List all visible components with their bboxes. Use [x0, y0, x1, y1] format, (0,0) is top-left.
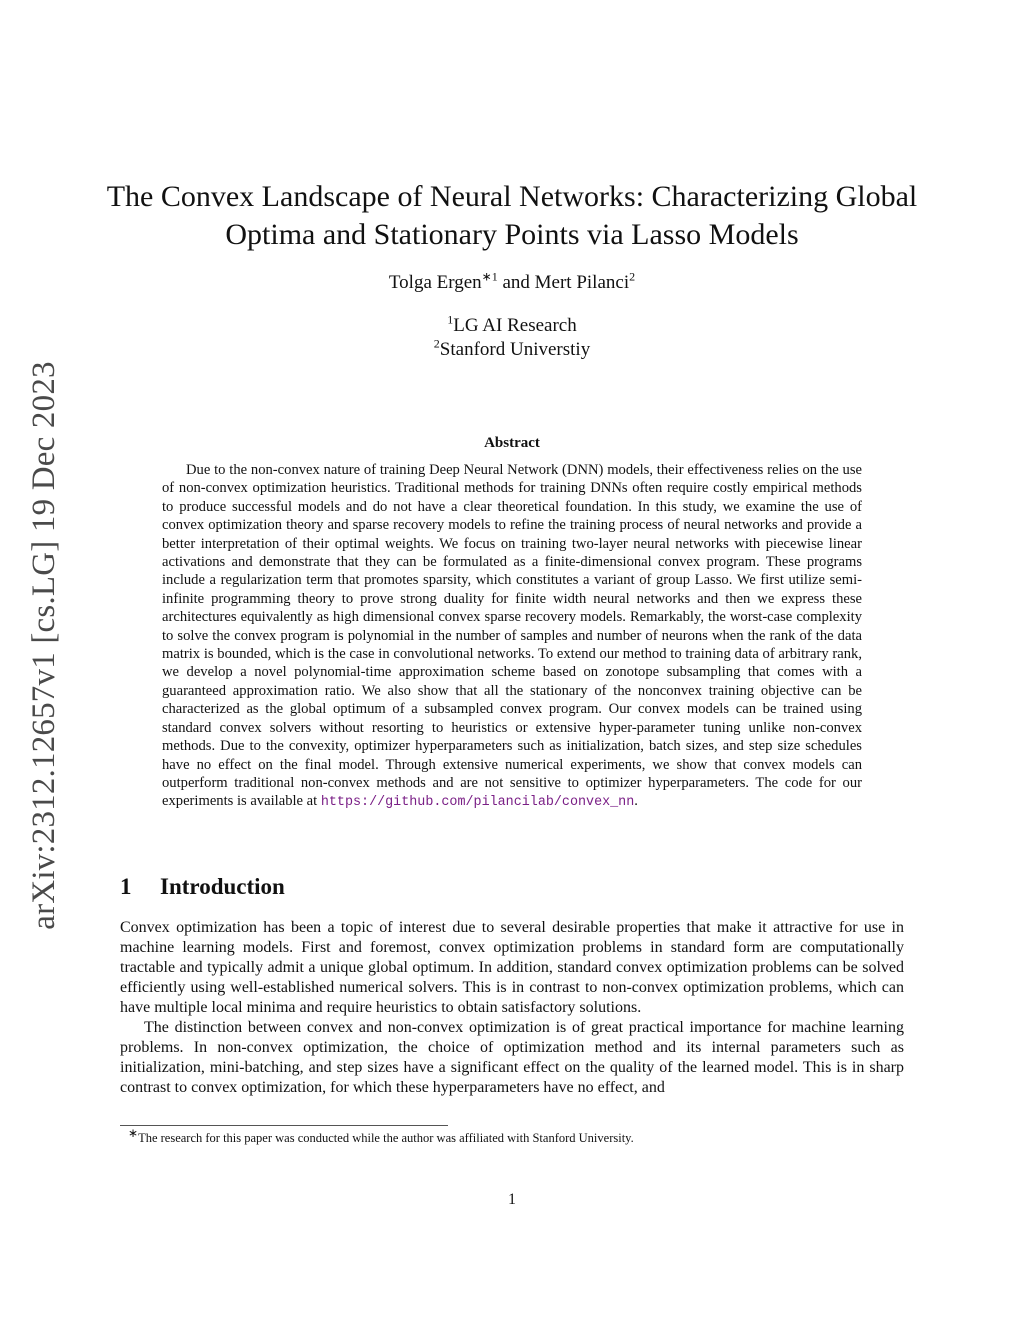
page-number: 1 [508, 1191, 516, 1208]
code-repository-link[interactable]: https://github.com/pilancilab/convex_nn [320, 795, 635, 811]
author-marks-1: ∗1 [481, 269, 498, 284]
affiliation-1-mark: 1 [447, 312, 454, 327]
paper-title [100, 178, 924, 254]
introduction-body [120, 918, 904, 1098]
abstract-end: . [634, 793, 638, 810]
author-marks-2: 2 [629, 269, 636, 284]
author-list [100, 269, 924, 294]
paragraph-2: The distinction between convex and non-convex optimization is of great practical importance for machine learning problems. In non-convex optimization, the choice of optimization method and its internal parameters such as initialization, mini-batching, and step sizes have a significant effect on the quality of the learned model. This is in sharp contrast to convex optimization, for which these hyperparameters have no effect, and [120, 1019, 904, 1096]
footnote-mark: ∗ [128, 1125, 139, 1140]
footnote-divider [120, 1125, 448, 1126]
arxiv-identifier: arXiv:2312.12657v1 [cs.LG] 19 Dec 2023 [25, 360, 62, 930]
arxiv-sidebar-stamp [18, 345, 70, 945]
author-conjunction: and [497, 272, 535, 293]
affiliation-2 [100, 338, 924, 362]
author-name-2: Mert Pilanci [534, 272, 630, 293]
paragraph-1: Convex optimization has been a topic of interest due to several desirable properties that make it attractive for use in machine learning models. First and foremost, convex optimization problems in standard form are computationally tractable and typically admit a unique global optimum. In addition, standard convex optimization problems can be solved efficiently using well-established numerical solvers. This is in contrast to non-convex optimization problems, which can have multiple local minima and require heuristics to obtain satisfactory solutions. [120, 919, 904, 1016]
affiliation-1 [100, 314, 924, 338]
footnote-text: The research for this paper was conducted while the author was affiliated with Stanford University. [138, 1131, 634, 1145]
affiliation-2-mark: 2 [433, 336, 440, 351]
affiliation-list [100, 314, 924, 362]
section-number: 1 [120, 874, 132, 899]
section-title: Introduction [160, 874, 285, 899]
paper-title-line-1: The Convex Landscape of Neural Networks: Characterizing Global [106, 180, 918, 213]
section-heading-introduction [120, 874, 285, 900]
footnote [128, 1125, 904, 1146]
abstract-text: Due to the non-convex nature of training Deep Neural Network (DNN) models, their effectiveness relies on the use of non-convex optimization heuristics. Traditional methods for training DNNs often require costly empirical methods to produce successful models and do not have a clear theoretical foundation. In this study, we examine the use of convex optimization theory and sparse recovery models to refine the training process of neural networks and provide a better interpretation of their optimal weights. We focus on training two-layer neural networks with piecewise linear activations and demonstrate that they can be formulated as a finite-dimensional convex program. These programs include a regularization term that promotes sparsity, which constitutes a variant of group Lasso. We first utilize semi-infinite programming theory to prove strong duality for finite width neural networks and then we express these architectures equivalently as high dimensional convex sparse recovery models. Remarkably, the worst-case complexity to solve the convex program is polynomial in the number of samples and number of neurons when the rank of the data matrix is bounded, which is the case in convolutional networks. To extend our method to training data of arbitrary rank, we develop a novel polynomial-time approximation scheme based on zonotope subsampling that comes with a guaranteed approximation ratio. We also show that all the stationary of the nonconvex training objective can be characterized as the global optimum of a subsampled convex program. Our convex models can be trained using standard convex solvers without resorting to heuristics or extensive hyper-parameter tuning unlike non-convex methods. Due to the convexity, optimizer hyperparameters such as initialization, batch sizes, and step size schedules have no effect on the final model. Through extensive numerical experiments, we show that convex models can outperform traditional non-convex methods and are not sensitive to optimizer hyperparameters. The code for our experiments is available at [162, 462, 862, 810]
abstract-heading: Abstract [484, 435, 540, 451]
affiliation-1-name: LG AI Research [453, 315, 577, 336]
paper-title-line-2: Optima and Stationary Points via Lasso Models [225, 218, 799, 251]
abstract-body [162, 461, 862, 813]
author-name-1: Tolga Ergen [388, 272, 482, 293]
affiliation-2-name: Stanford Universtiy [439, 339, 591, 360]
